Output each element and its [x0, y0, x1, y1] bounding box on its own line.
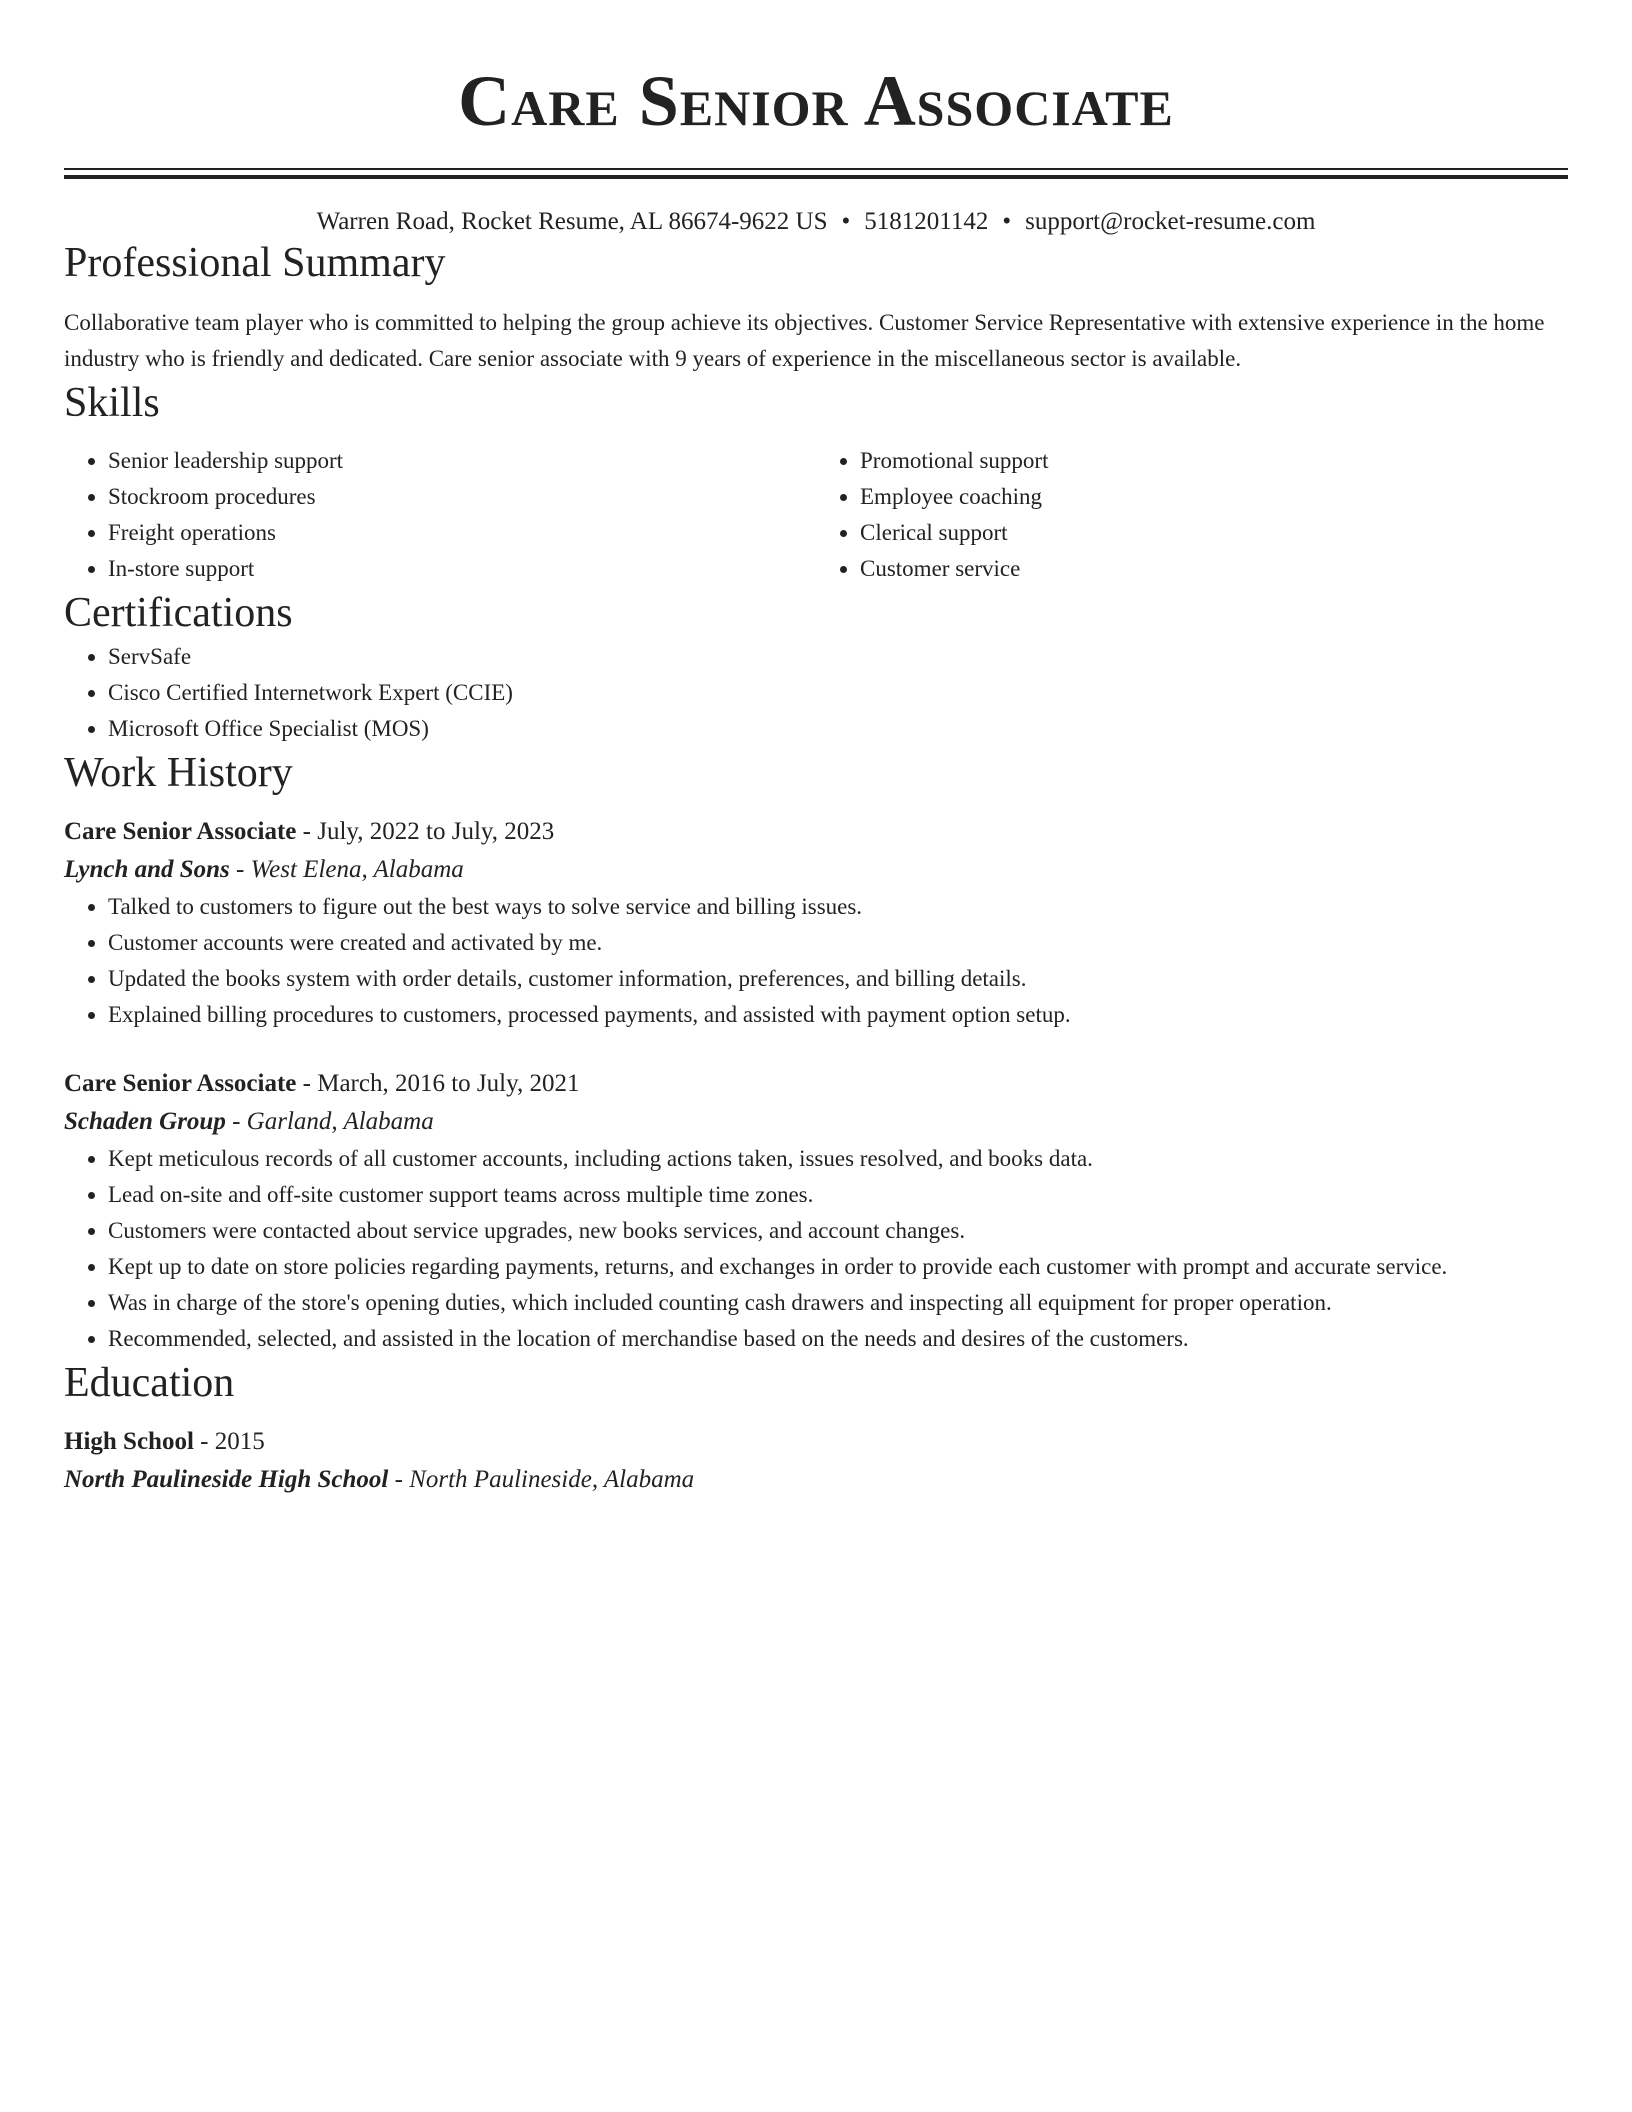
job-duty-item: • Explained billing procedures to customers, processed payments, and assisted with payment option setup. [108, 997, 1568, 1033]
job-title-line [64, 1065, 1568, 1103]
skill-item: • Promotional support [860, 443, 1568, 479]
job-duty-item: • Recommended, selected, and assisted in the location of merchandise based on the needs and desires of the customers. [108, 1321, 1568, 1357]
job-location: - Garland, Alabama [225, 1108, 434, 1135]
skills-list-left [64, 443, 816, 587]
contact-email: support@rocket-resume.com [1025, 208, 1316, 235]
job-duty-item: • Updated the books system with order details, customer information, preferences, and billing details. [108, 961, 1568, 997]
skill-item: • Stockroom procedures [108, 479, 816, 515]
resume-page [64, 0, 1568, 1499]
job-entry [64, 1065, 1568, 1357]
education-entry [64, 1423, 1568, 1499]
education-degree-line [64, 1423, 1568, 1461]
summary-text: Collaborative team player who is committed to helping the group achieve its objectives. Customer Service Representative with extensive experience in the home industry who is friendly and dedicated. Care senior associate with 9 years of experience in the miscellaneous sector is available. [64, 310, 1545, 371]
header-divider-bottom [64, 175, 1568, 179]
certification-item: • ServSafe [108, 639, 1568, 675]
skill-item: • Freight operations [108, 515, 816, 551]
job-entry [64, 813, 1568, 1033]
job-duty-item: • Talked to customers to figure out the best ways to solve service and billing issues. [108, 889, 1568, 925]
education-school: North Paulineside High School [64, 1466, 389, 1493]
job-duties-list [64, 1141, 1568, 1357]
education-location: - North Paulineside, Alabama [388, 1466, 695, 1493]
education-degree: High School [64, 1428, 194, 1455]
job-location: - West Elena, Alabama [229, 856, 464, 883]
education-heading: Education [64, 1360, 235, 1406]
skill-item: • Employee coaching [860, 479, 1568, 515]
skills-heading: Skills [64, 380, 160, 426]
skill-item: • Clerical support [860, 515, 1568, 551]
contact-separator: • [1002, 208, 1012, 235]
job-company-line [64, 851, 1568, 889]
skill-item: • In-store support [108, 551, 816, 587]
job-duty-item: • Kept up to date on store policies regarding payments, returns, and exchanges in order to provide each customer with prompt and accurate service. [108, 1249, 1568, 1285]
job-title-line [64, 813, 1568, 851]
certification-item: • Microsoft Office Specialist (MOS) [108, 711, 1568, 747]
skills-columns [64, 443, 1568, 587]
contact-address: Warren Road, Rocket Resume, AL 86674-9622 US [316, 208, 828, 235]
job-duty-item: • Customer accounts were created and activated by me. [108, 925, 1568, 961]
job-dates: - March, 2016 to July, 2021 [296, 1070, 580, 1097]
job-duty-item: • Lead on-site and off-site customer support teams across multiple time zones. [108, 1177, 1568, 1213]
job-company: Lynch and Sons [64, 856, 230, 883]
job-company: Schaden Group [64, 1108, 226, 1135]
job-duty-item: • Customers were contacted about service upgrades, new books services, and account changes. [108, 1213, 1568, 1249]
job-duties-list [64, 889, 1568, 1033]
skill-item: • Customer service [860, 551, 1568, 587]
certification-item: • Cisco Certified Internetwork Expert (CCIE) [108, 675, 1568, 711]
job-duty-item: • Kept meticulous records of all customer accounts, including actions taken, issues resolved, and books data. [108, 1141, 1568, 1177]
job-title: Care Senior Associate [64, 818, 297, 845]
summary-heading: Professional Summary [64, 240, 446, 286]
contact-separator: • [841, 208, 851, 235]
work-history-heading: Work History [64, 750, 293, 796]
skill-item: • Senior leadership support [108, 443, 816, 479]
certifications-list [64, 639, 1568, 747]
certifications-heading: Certifications [64, 590, 293, 636]
header-divider-top [64, 168, 1568, 170]
contact-phone: 5181201142 [864, 208, 989, 235]
education-school-line [64, 1461, 1568, 1499]
job-dates: - July, 2022 to July, 2023 [296, 818, 555, 845]
job-title: Care Senior Associate [64, 1070, 297, 1097]
job-duty-item: • Was in charge of the store's opening duties, which included counting cash drawers and inspecting all equipment for proper operation. [108, 1285, 1568, 1321]
job-company-line [64, 1103, 1568, 1141]
skills-list-right [816, 443, 1568, 587]
contact-line [64, 207, 1568, 237]
education-year: - 2015 [193, 1428, 265, 1455]
resume-name: Care Senior Associate [458, 61, 1174, 141]
